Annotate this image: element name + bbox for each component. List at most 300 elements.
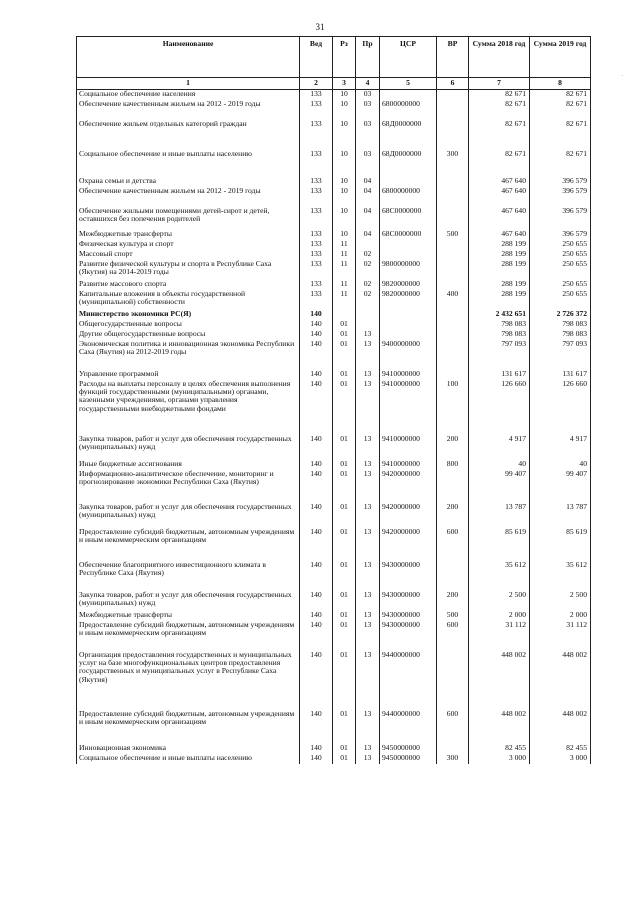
cell-name: Охрана семьи и детства xyxy=(77,177,300,187)
cell-rz: 01 xyxy=(333,621,356,651)
cell-pr: 03 xyxy=(356,90,380,100)
header-number: 1 xyxy=(77,78,300,90)
cell-vr xyxy=(437,330,469,340)
cell-name: Инновационная экономика xyxy=(77,744,300,754)
cell-csr: 9440000000 xyxy=(380,710,437,744)
table-row xyxy=(77,370,591,380)
header-number: 6 xyxy=(437,78,469,90)
cell-sum-2019: 82 671 xyxy=(530,150,591,177)
table-body xyxy=(77,90,591,764)
margin-mark: · xyxy=(621,72,624,80)
cell-sum-2018: 798 083 xyxy=(469,330,530,340)
cell-name: Организация предоставления государственных и муниципальных услуг на базе многофункциональных центров предоставления государственных и муниципальных услуг в Республике Саха (Якутия) xyxy=(77,651,300,710)
cell-sum-2019: 82 455 xyxy=(530,744,591,754)
cell-rz: 01 xyxy=(333,611,356,621)
table-row xyxy=(77,310,591,320)
cell-csr: 68Д0000000 xyxy=(380,150,437,177)
cell-rz: 10 xyxy=(333,207,356,230)
cell-sum-2018: 288 199 xyxy=(469,250,530,260)
cell-sum-2019: 448 002 xyxy=(530,710,591,744)
cell-name: Социальное обеспечение населения xyxy=(77,90,300,100)
cell-csr: 9400000000 xyxy=(380,340,437,370)
cell-csr: 9450000000 xyxy=(380,744,437,754)
cell-name: Расходы на выплаты персоналу в целях обеспечения выполнения функций государственными (муниципальными) органами, казенными учреждениями, органами управления государственными внебюджетными фондами xyxy=(77,380,300,435)
cell-vr: 500 xyxy=(437,230,469,240)
cell-csr xyxy=(380,330,437,340)
cell-pr: 13 xyxy=(356,651,380,710)
cell-pr: 13 xyxy=(356,710,380,744)
cell-ved: 133 xyxy=(300,260,333,280)
cell-ved: 133 xyxy=(300,250,333,260)
cell-rz: 01 xyxy=(333,561,356,591)
header-number: 7 xyxy=(469,78,530,90)
cell-rz: 01 xyxy=(333,340,356,370)
cell-vr: 200 xyxy=(437,435,469,460)
cell-rz: 01 xyxy=(333,503,356,528)
cell-sum-2018: 467 640 xyxy=(469,177,530,187)
cell-csr: 68С0000000 xyxy=(380,230,437,240)
table-row xyxy=(77,651,591,710)
cell-pr: 03 xyxy=(356,150,380,177)
cell-csr: 68Д0000000 xyxy=(380,120,437,150)
cell-pr: 13 xyxy=(356,744,380,754)
cell-rz: 11 xyxy=(333,250,356,260)
cell-vr xyxy=(437,370,469,380)
cell-sum-2018: 99 407 xyxy=(469,470,530,503)
table-row xyxy=(77,591,591,611)
table-row xyxy=(77,280,591,290)
cell-name: Межбюджетные трансферты xyxy=(77,611,300,621)
cell-name: Экономическая политика и инновационная экономика Республики Саха (Якутия) на 2012-2019 годы xyxy=(77,340,300,370)
table-row xyxy=(77,611,591,621)
cell-name: Обеспечение качественным жильем на 2012 - 2019 годы xyxy=(77,100,300,120)
cell-rz: 01 xyxy=(333,330,356,340)
table-row xyxy=(77,744,591,754)
cell-sum-2019: 2 726 372 xyxy=(530,310,591,320)
cell-ved: 140 xyxy=(300,470,333,503)
cell-csr: 9450000000 xyxy=(380,754,437,764)
cell-sum-2018: 82 671 xyxy=(469,120,530,150)
cell-rz: 01 xyxy=(333,744,356,754)
cell-sum-2019: 131 617 xyxy=(530,370,591,380)
cell-csr: 68С0000000 xyxy=(380,207,437,230)
cell-sum-2019: 797 093 xyxy=(530,340,591,370)
cell-csr: 9820000000 xyxy=(380,290,437,310)
cell-sum-2018: 2 500 xyxy=(469,591,530,611)
cell-sum-2019: 2 500 xyxy=(530,591,591,611)
cell-vr xyxy=(437,744,469,754)
cell-ved: 133 xyxy=(300,280,333,290)
cell-sum-2019: 126 660 xyxy=(530,380,591,435)
cell-ved: 140 xyxy=(300,754,333,764)
budget-table xyxy=(76,36,591,764)
cell-vr: 200 xyxy=(437,591,469,611)
cell-sum-2018: 467 640 xyxy=(469,207,530,230)
cell-ved: 140 xyxy=(300,460,333,470)
cell-sum-2019: 82 671 xyxy=(530,90,591,100)
table-header xyxy=(77,37,591,90)
cell-ved: 133 xyxy=(300,90,333,100)
cell-vr xyxy=(437,651,469,710)
cell-sum-2019: 82 671 xyxy=(530,100,591,120)
cell-sum-2018: 82 671 xyxy=(469,150,530,177)
cell-sum-2019: 3 000 xyxy=(530,754,591,764)
cell-sum-2018: 2 000 xyxy=(469,611,530,621)
cell-name: Закупка товаров, работ и услуг для обеспечения государственных (муниципальных) нужд xyxy=(77,503,300,528)
cell-vr: 100 xyxy=(437,380,469,435)
cell-csr xyxy=(380,177,437,187)
cell-sum-2019: 250 655 xyxy=(530,250,591,260)
cell-vr xyxy=(437,207,469,230)
cell-csr: 9800000000 xyxy=(380,260,437,280)
table-row xyxy=(77,435,591,460)
cell-sum-2019: 31 112 xyxy=(530,621,591,651)
cell-vr xyxy=(437,187,469,207)
cell-ved: 140 xyxy=(300,621,333,651)
cell-sum-2018: 288 199 xyxy=(469,280,530,290)
header-vr: ВР xyxy=(437,37,469,78)
cell-vr: 500 xyxy=(437,611,469,621)
cell-name: Иные бюджетные ассигнования xyxy=(77,460,300,470)
cell-ved: 140 xyxy=(300,370,333,380)
table-row xyxy=(77,187,591,207)
cell-pr: 13 xyxy=(356,370,380,380)
cell-ved: 133 xyxy=(300,207,333,230)
cell-sum-2019: 13 787 xyxy=(530,503,591,528)
cell-name: Информационно-аналитическое обеспечение, мониторинг и прогнозирование экономики Республики Саха (Якутия) xyxy=(77,470,300,503)
cell-sum-2019: 798 083 xyxy=(530,320,591,330)
cell-ved: 140 xyxy=(300,591,333,611)
cell-sum-2018: 4 917 xyxy=(469,435,530,460)
cell-pr: 13 xyxy=(356,591,380,611)
cell-sum-2018: 13 787 xyxy=(469,503,530,528)
table-row xyxy=(77,460,591,470)
cell-sum-2018: 2 432 651 xyxy=(469,310,530,320)
cell-vr: 600 xyxy=(437,528,469,561)
cell-name: Министерство экономики РС(Я) xyxy=(77,310,300,320)
cell-sum-2018: 82 671 xyxy=(469,100,530,120)
cell-csr: 9410000000 xyxy=(380,460,437,470)
cell-sum-2018: 288 199 xyxy=(469,290,530,310)
cell-name: Физическая культура и спорт xyxy=(77,240,300,250)
table-row xyxy=(77,470,591,503)
cell-sum-2018: 288 199 xyxy=(469,240,530,250)
cell-csr: 6800000000 xyxy=(380,100,437,120)
table-row xyxy=(77,621,591,651)
cell-csr xyxy=(380,240,437,250)
cell-pr: 13 xyxy=(356,621,380,651)
table-row xyxy=(77,207,591,230)
table-row xyxy=(77,380,591,435)
cell-vr: 600 xyxy=(437,621,469,651)
cell-sum-2019: 250 655 xyxy=(530,260,591,280)
table-row xyxy=(77,528,591,561)
table-row xyxy=(77,240,591,250)
cell-csr xyxy=(380,90,437,100)
cell-csr: 9410000000 xyxy=(380,380,437,435)
cell-sum-2019: 82 671 xyxy=(530,120,591,150)
cell-vr xyxy=(437,250,469,260)
cell-ved: 140 xyxy=(300,710,333,744)
cell-name: Управление программой xyxy=(77,370,300,380)
cell-sum-2019: 448 002 xyxy=(530,651,591,710)
cell-ved: 140 xyxy=(300,744,333,754)
cell-vr xyxy=(437,120,469,150)
cell-ved: 133 xyxy=(300,290,333,310)
cell-sum-2019: 35 612 xyxy=(530,561,591,591)
table-row xyxy=(77,290,591,310)
cell-vr xyxy=(437,100,469,120)
cell-csr: 9420000000 xyxy=(380,470,437,503)
cell-pr: 02 xyxy=(356,290,380,310)
cell-vr xyxy=(437,280,469,290)
cell-rz: 11 xyxy=(333,280,356,290)
cell-vr: 200 xyxy=(437,503,469,528)
header-number: 3 xyxy=(333,78,356,90)
cell-ved: 140 xyxy=(300,528,333,561)
header-number: 2 xyxy=(300,78,333,90)
cell-ved: 140 xyxy=(300,561,333,591)
cell-name: Капитальные вложения в объекты государственной (муниципальной) собственности xyxy=(77,290,300,310)
cell-vr: 400 xyxy=(437,290,469,310)
table-row xyxy=(77,503,591,528)
cell-rz: 10 xyxy=(333,100,356,120)
table-row xyxy=(77,754,591,764)
cell-name: Предоставление субсидий бюджетным, автономным учреждениям и иным некоммерческим организациям xyxy=(77,621,300,651)
cell-rz: 10 xyxy=(333,90,356,100)
cell-rz: 01 xyxy=(333,370,356,380)
cell-sum-2018: 3 000 xyxy=(469,754,530,764)
cell-name: Развитие физической культуры и спорта в Республике Саха (Якутия) на 2014-2019 годы xyxy=(77,260,300,280)
cell-vr: 800 xyxy=(437,460,469,470)
cell-ved: 133 xyxy=(300,150,333,177)
cell-sum-2018: 40 xyxy=(469,460,530,470)
cell-csr: 9430000000 xyxy=(380,611,437,621)
cell-pr: 02 xyxy=(356,260,380,280)
cell-sum-2019: 40 xyxy=(530,460,591,470)
cell-sum-2019: 396 579 xyxy=(530,177,591,187)
cell-vr xyxy=(437,320,469,330)
cell-ved: 140 xyxy=(300,320,333,330)
cell-sum-2019: 99 407 xyxy=(530,470,591,503)
cell-ved: 140 xyxy=(300,340,333,370)
cell-pr: 13 xyxy=(356,611,380,621)
cell-name: Обеспечение благоприятного инвестиционного климата в Республике Саха (Якутия) xyxy=(77,561,300,591)
cell-pr: 04 xyxy=(356,230,380,240)
cell-rz xyxy=(333,310,356,320)
cell-csr xyxy=(380,250,437,260)
cell-ved: 133 xyxy=(300,240,333,250)
cell-rz: 01 xyxy=(333,754,356,764)
cell-csr xyxy=(380,310,437,320)
cell-sum-2019: 798 083 xyxy=(530,330,591,340)
cell-ved: 133 xyxy=(300,100,333,120)
cell-sum-2018: 288 199 xyxy=(469,260,530,280)
header-number: 4 xyxy=(356,78,380,90)
cell-rz: 11 xyxy=(333,290,356,310)
cell-sum-2018: 126 660 xyxy=(469,380,530,435)
cell-sum-2018: 82 671 xyxy=(469,90,530,100)
cell-pr: 13 xyxy=(356,435,380,460)
table-row xyxy=(77,330,591,340)
cell-name: Массовый спорт xyxy=(77,250,300,260)
cell-ved: 140 xyxy=(300,503,333,528)
header-number: 8 xyxy=(530,78,591,90)
cell-rz: 01 xyxy=(333,470,356,503)
table-row xyxy=(77,90,591,100)
table-row xyxy=(77,320,591,330)
cell-pr: 03 xyxy=(356,120,380,150)
cell-name: Обеспечение жильыми помещениями детей-сирот и детей, оставшихся без попечения родителей xyxy=(77,207,300,230)
cell-pr xyxy=(356,310,380,320)
cell-rz: 01 xyxy=(333,591,356,611)
header-sum-2019: Сумма 2019 год xyxy=(530,37,591,78)
cell-rz: 01 xyxy=(333,380,356,435)
cell-sum-2018: 131 617 xyxy=(469,370,530,380)
cell-sum-2018: 85 619 xyxy=(469,528,530,561)
cell-sum-2018: 467 640 xyxy=(469,230,530,240)
cell-sum-2018: 798 083 xyxy=(469,320,530,330)
cell-ved: 133 xyxy=(300,177,333,187)
cell-ved: 140 xyxy=(300,380,333,435)
cell-sum-2019: 250 655 xyxy=(530,290,591,310)
cell-vr xyxy=(437,340,469,370)
cell-csr: 9440000000 xyxy=(380,651,437,710)
cell-name: Социальное обеспечение и иные выплаты населению xyxy=(77,754,300,764)
cell-name: Предоставление субсидий бюджетным, автономным учреждениям и иным некоммерческим организациям xyxy=(77,710,300,744)
cell-name: Закупка товаров, работ и услуг для обеспечения государственных (муниципальных) нужд xyxy=(77,435,300,460)
cell-csr: 9420000000 xyxy=(380,528,437,561)
cell-csr: 9430000000 xyxy=(380,591,437,611)
table-row xyxy=(77,250,591,260)
cell-csr: 9410000000 xyxy=(380,435,437,460)
table-row xyxy=(77,150,591,177)
table-row xyxy=(77,120,591,150)
cell-name: Другие общегосударственные вопросы xyxy=(77,330,300,340)
cell-rz: 01 xyxy=(333,528,356,561)
cell-rz: 01 xyxy=(333,435,356,460)
cell-name: Развитие массового спорта xyxy=(77,280,300,290)
cell-sum-2018: 35 612 xyxy=(469,561,530,591)
cell-csr xyxy=(380,320,437,330)
cell-csr: 9820000000 xyxy=(380,280,437,290)
cell-name: Межбюджетные трансферты xyxy=(77,230,300,240)
cell-ved: 133 xyxy=(300,230,333,240)
page-number: 31 xyxy=(315,22,325,32)
cell-rz: 01 xyxy=(333,710,356,744)
cell-csr: 9420000000 xyxy=(380,503,437,528)
cell-pr: 02 xyxy=(356,280,380,290)
cell-rz: 01 xyxy=(333,320,356,330)
cell-pr: 13 xyxy=(356,460,380,470)
cell-sum-2018: 448 002 xyxy=(469,651,530,710)
cell-rz: 10 xyxy=(333,177,356,187)
cell-sum-2019: 250 655 xyxy=(530,280,591,290)
cell-rz: 10 xyxy=(333,187,356,207)
cell-sum-2018: 467 640 xyxy=(469,187,530,207)
table-row xyxy=(77,260,591,280)
cell-sum-2018: 448 002 xyxy=(469,710,530,744)
cell-rz: 01 xyxy=(333,460,356,470)
cell-ved: 140 xyxy=(300,611,333,621)
header-csr: ЦСР xyxy=(380,37,437,78)
cell-sum-2018: 31 112 xyxy=(469,621,530,651)
cell-vr: 600 xyxy=(437,710,469,744)
cell-sum-2019: 2 000 xyxy=(530,611,591,621)
cell-pr: 13 xyxy=(356,340,380,370)
header-ved: Вед xyxy=(300,37,333,78)
table-row xyxy=(77,561,591,591)
cell-pr: 13 xyxy=(356,470,380,503)
table-row xyxy=(77,100,591,120)
cell-pr: 13 xyxy=(356,561,380,591)
header-sum-2018: Сумма 2018 год xyxy=(469,37,530,78)
cell-sum-2019: 396 579 xyxy=(530,187,591,207)
table-row xyxy=(77,177,591,187)
cell-ved: 140 xyxy=(300,330,333,340)
cell-name: Предоставление субсидий бюджетным, автономным учреждениям и иным некоммерческим организациям xyxy=(77,528,300,561)
header-number: 5 xyxy=(380,78,437,90)
cell-rz: 10 xyxy=(333,120,356,150)
cell-ved: 133 xyxy=(300,120,333,150)
cell-sum-2018: 82 455 xyxy=(469,744,530,754)
cell-vr: 300 xyxy=(437,754,469,764)
cell-csr: 6800000000 xyxy=(380,187,437,207)
cell-csr: 9430000000 xyxy=(380,621,437,651)
cell-vr xyxy=(437,90,469,100)
table-row xyxy=(77,710,591,744)
cell-rz: 11 xyxy=(333,240,356,250)
cell-name: Обеспечение жильем отдельных категорий граждан xyxy=(77,120,300,150)
cell-sum-2019: 250 655 xyxy=(530,240,591,250)
cell-pr: 04 xyxy=(356,177,380,187)
cell-rz: 10 xyxy=(333,230,356,240)
cell-pr: 04 xyxy=(356,187,380,207)
cell-name: Общегосударственные вопросы xyxy=(77,320,300,330)
cell-vr xyxy=(437,177,469,187)
cell-sum-2019: 396 579 xyxy=(530,230,591,240)
cell-pr: 13 xyxy=(356,503,380,528)
cell-ved: 140 xyxy=(300,651,333,710)
cell-pr: 13 xyxy=(356,754,380,764)
cell-pr: 03 xyxy=(356,100,380,120)
cell-pr xyxy=(356,320,380,330)
cell-vr xyxy=(437,310,469,320)
cell-pr: 13 xyxy=(356,380,380,435)
cell-ved: 140 xyxy=(300,310,333,320)
cell-vr xyxy=(437,561,469,591)
cell-pr: 13 xyxy=(356,528,380,561)
cell-rz: 10 xyxy=(333,150,356,177)
cell-vr xyxy=(437,260,469,280)
cell-vr xyxy=(437,240,469,250)
header-name: Наименование xyxy=(77,37,300,78)
cell-pr: 13 xyxy=(356,330,380,340)
cell-pr xyxy=(356,240,380,250)
header-rz: Рз xyxy=(333,37,356,78)
cell-rz: 01 xyxy=(333,651,356,710)
cell-vr xyxy=(437,470,469,503)
cell-sum-2018: 797 093 xyxy=(469,340,530,370)
cell-name: Обеспечение качественным жильем на 2012 - 2019 годы xyxy=(77,187,300,207)
cell-pr: 04 xyxy=(356,207,380,230)
cell-sum-2019: 4 917 xyxy=(530,435,591,460)
cell-csr: 9430000000 xyxy=(380,561,437,591)
cell-name: Социальное обеспечение и иные выплаты населению xyxy=(77,150,300,177)
table-row xyxy=(77,340,591,370)
cell-vr: 300 xyxy=(437,150,469,177)
cell-pr: 02 xyxy=(356,250,380,260)
